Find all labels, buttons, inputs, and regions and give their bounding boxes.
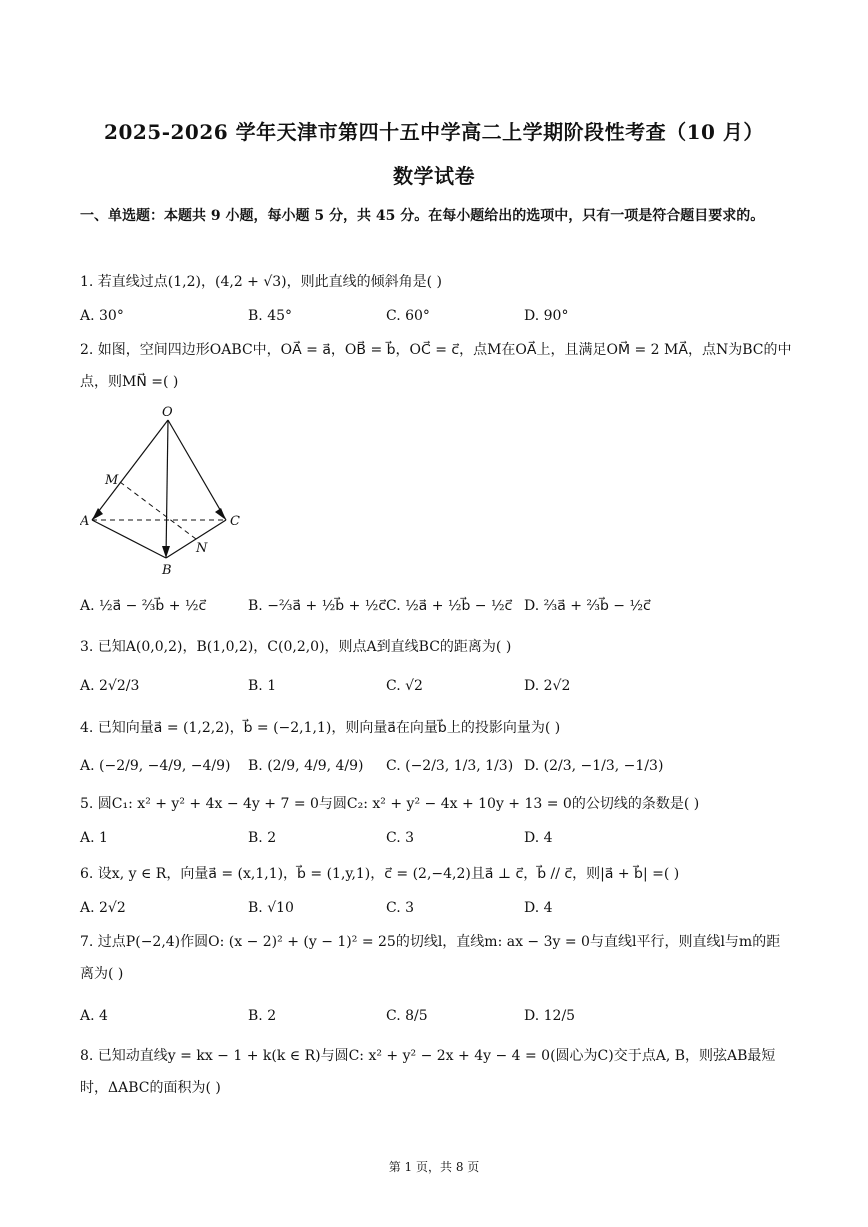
option-d: D. 4: [524, 830, 553, 846]
option-c: C. 3: [386, 830, 415, 846]
label-o: O: [162, 405, 173, 420]
option-a: A. ½a⃗ − ⅔b⃗ + ½c⃗: [80, 598, 207, 614]
option-d: D. 12/5: [524, 1008, 576, 1024]
question-4-stem: 4. 已知向量a⃗ = (1,2,2)，b⃗ = (−2,1,1)，则向量a⃗在向量b⃗上的投影向量为( ): [80, 720, 561, 736]
option-c: C. 3: [386, 900, 415, 916]
question-3-options: [80, 672, 792, 700]
option-c: C. ½a⃗ + ½b⃗ − ½c⃗: [386, 598, 513, 614]
option-b: B. 2: [248, 1008, 277, 1024]
question-6-stem: 6. 设x, y ∈ R，向量a⃗ = (x,1,1)，b⃗ = (1,y,1)，c⃗ = (2,−4,2)且a⃗ ⊥ c⃗，b⃗ // c⃗，则|a⃗ + b⃗| =( ): [80, 866, 680, 882]
question-1-options: [80, 302, 792, 330]
exam-title: 2025-2026 学年天津市第四十五中学高二上学期阶段性考查（10 月）: [104, 120, 764, 144]
label-m: M: [105, 473, 119, 488]
question-3-stem: 3. 已知A(0,0,2)，B(1,0,2)，C(0,2,0)，则点A到直线BC的距离为( ): [80, 639, 512, 655]
option-c: C. 8/5: [386, 1008, 428, 1024]
option-d: D. ⅔a⃗ + ⅔b⃗ − ½c⃗: [524, 598, 651, 614]
label-a: A: [80, 514, 90, 529]
option-d: D. 4: [524, 900, 553, 916]
option-b: B. 2: [248, 830, 277, 846]
question-2-options: [80, 592, 792, 620]
exam-subtitle: 数学试卷: [393, 164, 475, 188]
option-a: A. 4: [80, 1008, 108, 1024]
page-footer: 第 1 页，共 8 页: [388, 1160, 480, 1174]
question-4-options: [80, 752, 792, 780]
option-a: A. 2√2: [80, 900, 126, 916]
tetrahedron-figure: [80, 402, 250, 582]
option-b: B. 45°: [248, 308, 293, 324]
question-5-stem: 5. 圆C₁: x² + y² + 4x − 4y + 7 = 0与圆C₂: x² + y² − 4x + 10y + 13 = 0的公切线的条数是( ): [80, 796, 700, 812]
option-b: B. (2/9, 4/9, 4/9): [248, 758, 364, 774]
question-8-stem: 8. 已知动直线y = kx − 1 + k(k ∈ R)与圆C: x² + y² − 2x + 4y − 4 = 0(圆心为C)交于点A, B，则弦AB最短时，ΔABC的面积为( ): [80, 1048, 776, 1096]
option-c: C. 60°: [386, 308, 430, 324]
label-c: C: [230, 514, 240, 529]
option-d: D. 2√2: [524, 678, 571, 694]
option-d: D. 90°: [524, 308, 569, 324]
option-d: D. (2/3, −1/3, −1/3): [524, 758, 664, 774]
option-b: B. −⅔a⃗ + ½b⃗ + ½c⃗: [248, 598, 387, 614]
label-b: B: [162, 563, 172, 578]
question-5-options: [80, 824, 792, 852]
option-a: A. 1: [80, 830, 108, 846]
question-1-stem: 1. 若直线过点(1,2)，(4,2 + √3)，则此直线的倾斜角是( ): [80, 274, 443, 290]
question-6-options: [80, 894, 792, 922]
question-7-stem: 7. 过点P(−2,4)作圆O: (x − 2)² + (y − 1)² = 25的切线l，直线m: ax − 3y = 0与直线l平行，则直线l与m的距离为( ): [80, 934, 781, 982]
label-n: N: [196, 541, 208, 556]
option-c: C. (−2/3, 1/3, 1/3): [386, 758, 514, 774]
section-heading: 一、单选题：本题共 9 小题，每小题 5 分，共 45 分。在每小题给出的选项中，只有一项是符合题目要求的。: [80, 208, 765, 224]
option-b: B. 1: [248, 678, 277, 694]
question-7-options: [80, 1002, 792, 1030]
option-a: A. 2√2/3: [80, 678, 140, 694]
option-c: C. √2: [386, 678, 423, 694]
option-b: B. √10: [248, 900, 294, 916]
option-a: A. (−2/9, −4/9, −4/9): [80, 758, 231, 774]
question-2-stem: 2. 如图，空间四边形OABC中，OA⃗ = a⃗，OB⃗ = b⃗，OC⃗ = c⃗，点M在OA⃗上，且满足OM⃗ = 2 MA⃗，点N为BC的中点，则MN⃗ =( ): [80, 342, 792, 390]
option-a: A. 30°: [80, 308, 124, 324]
